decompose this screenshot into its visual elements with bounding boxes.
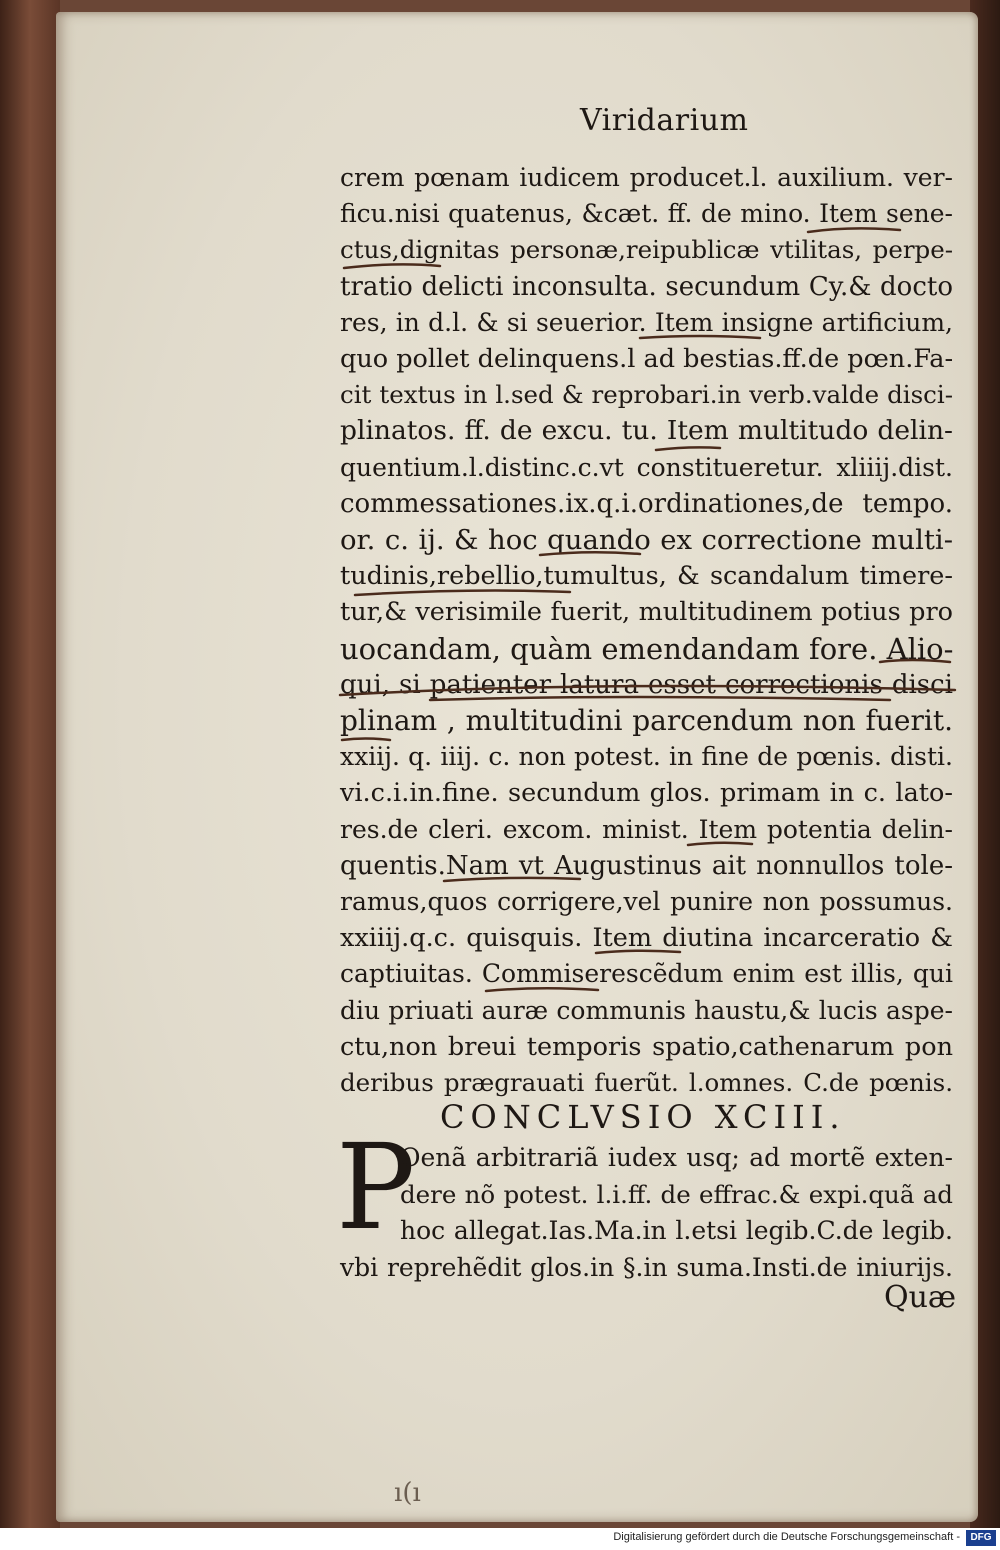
underline-9 [430, 697, 890, 700]
underline-4 [656, 447, 720, 450]
underline-14 [486, 988, 598, 991]
text-line: quo pollet delinquens.l ad bestias.ff.de pœn.Fa- [340, 344, 954, 374]
text-line: ficu.nisi quatenus, &cæt. ff. de mino. Item sene- [340, 199, 953, 229]
text-line: uocandam, quàm emendandam fore. Alio- [340, 631, 954, 666]
text-line: ramus,quos corrigere,vel punire non possumus. [340, 887, 953, 916]
text-line: res, in d.l. & si seuerior. Item insigne artificium, [340, 307, 953, 337]
ink-smudge: ı(ı [394, 1478, 421, 1508]
text-line: res.de cleri. excom. minist. Item potentia delin- [340, 814, 953, 844]
underline-12 [444, 878, 580, 881]
text-line: ctu,non breui temporis spatio,cathenarum pon [340, 1031, 953, 1062]
underline-3 [640, 336, 760, 338]
underline-13 [596, 951, 680, 953]
text-line: deribus prægrauati fuerũt. l.omnes. C.de pœnis. [340, 1068, 953, 1097]
text-line: xxiiij.q.c. quisquis. Item diutina incarceratio & [340, 923, 953, 954]
conclusio-line: vbi reprehẽdit glos.in §.in suma.Insti.de iniurijs. [340, 1252, 953, 1282]
underline-1 [808, 228, 900, 232]
text-line: cit textus in l.sed & reprobari.in verb.valde disci- [340, 380, 953, 410]
underline-6 [355, 591, 570, 595]
text-line: captiuitas. Commiserescẽdum enim est illis, qui [340, 959, 953, 989]
text-line: xxiij. q. iiij. c. non potest. in fine de pœnis. disti. [340, 742, 953, 772]
underline-5 [540, 552, 640, 555]
underline-2 [344, 264, 440, 268]
text-line: plinam , multitudini parcendum non fuerit. [340, 704, 953, 737]
text-line: quentium.l.distinc.c.vt constitueretur. xliiij.dist. [340, 452, 953, 482]
text-line: commessationes.ix.q.i.ordinationes,de tempo. [340, 488, 953, 519]
text-line: crem pœnam iudicem producet.l. auxilium. ver- [340, 163, 953, 192]
underline-11 [688, 843, 752, 845]
drop-capital: P [336, 1118, 416, 1256]
text-line: vi.c.i.in.fine. secundum glos. primam in c. lato- [340, 778, 953, 809]
underline-7 [880, 660, 950, 662]
text-line: qui, si patienter latura esset correctionis disci [340, 669, 953, 700]
text-line: tur,& verisimile fuerit, multitudinem potius pro [340, 597, 953, 628]
underline-8 [340, 686, 955, 695]
text-line: ctus,dignitas personæ,reipublicæ vtilitas, perpe- [340, 235, 953, 265]
footer-credit: Digitalisierung gefördert durch die Deutsche Forschungsgemeinschaft - [613, 1531, 960, 1543]
text-line: tudinis,rebellio,tumultus, & scandalum timere- [340, 561, 953, 592]
text-line: plinatos. ff. de excu. tu. Item multitudo delin- [340, 415, 953, 447]
text-line: quentis.Nam vt Augustinus ait nonnullos tole- [340, 850, 953, 881]
text-line: or. c. ij. & hoc quando ex correctione multi- [340, 524, 953, 556]
text-line: diu priuati auræ communis haustu,& lucis aspe- [340, 995, 953, 1025]
conclusio-heading: CONCLVSIO XCIII. [440, 1098, 846, 1136]
conclusio-line: Oenã arbitrariã iudex usq; ad mortẽ exten- [400, 1143, 953, 1172]
catchword: Quæ [884, 1280, 957, 1315]
conclusio-line: dere nõ potest. l.i.ff. de effrac.& expi.quã ad [400, 1179, 953, 1209]
running-head: Viridarium [580, 103, 749, 138]
underline-10 [342, 739, 390, 741]
conclusio-line: hoc allegat.Ias.Ma.in l.etsi legib.C.de legib. [400, 1216, 953, 1245]
text-line: tratio delicti inconsulta. secundum Cy.& docto [340, 271, 953, 302]
dfg-logo: DFG [966, 1530, 996, 1546]
